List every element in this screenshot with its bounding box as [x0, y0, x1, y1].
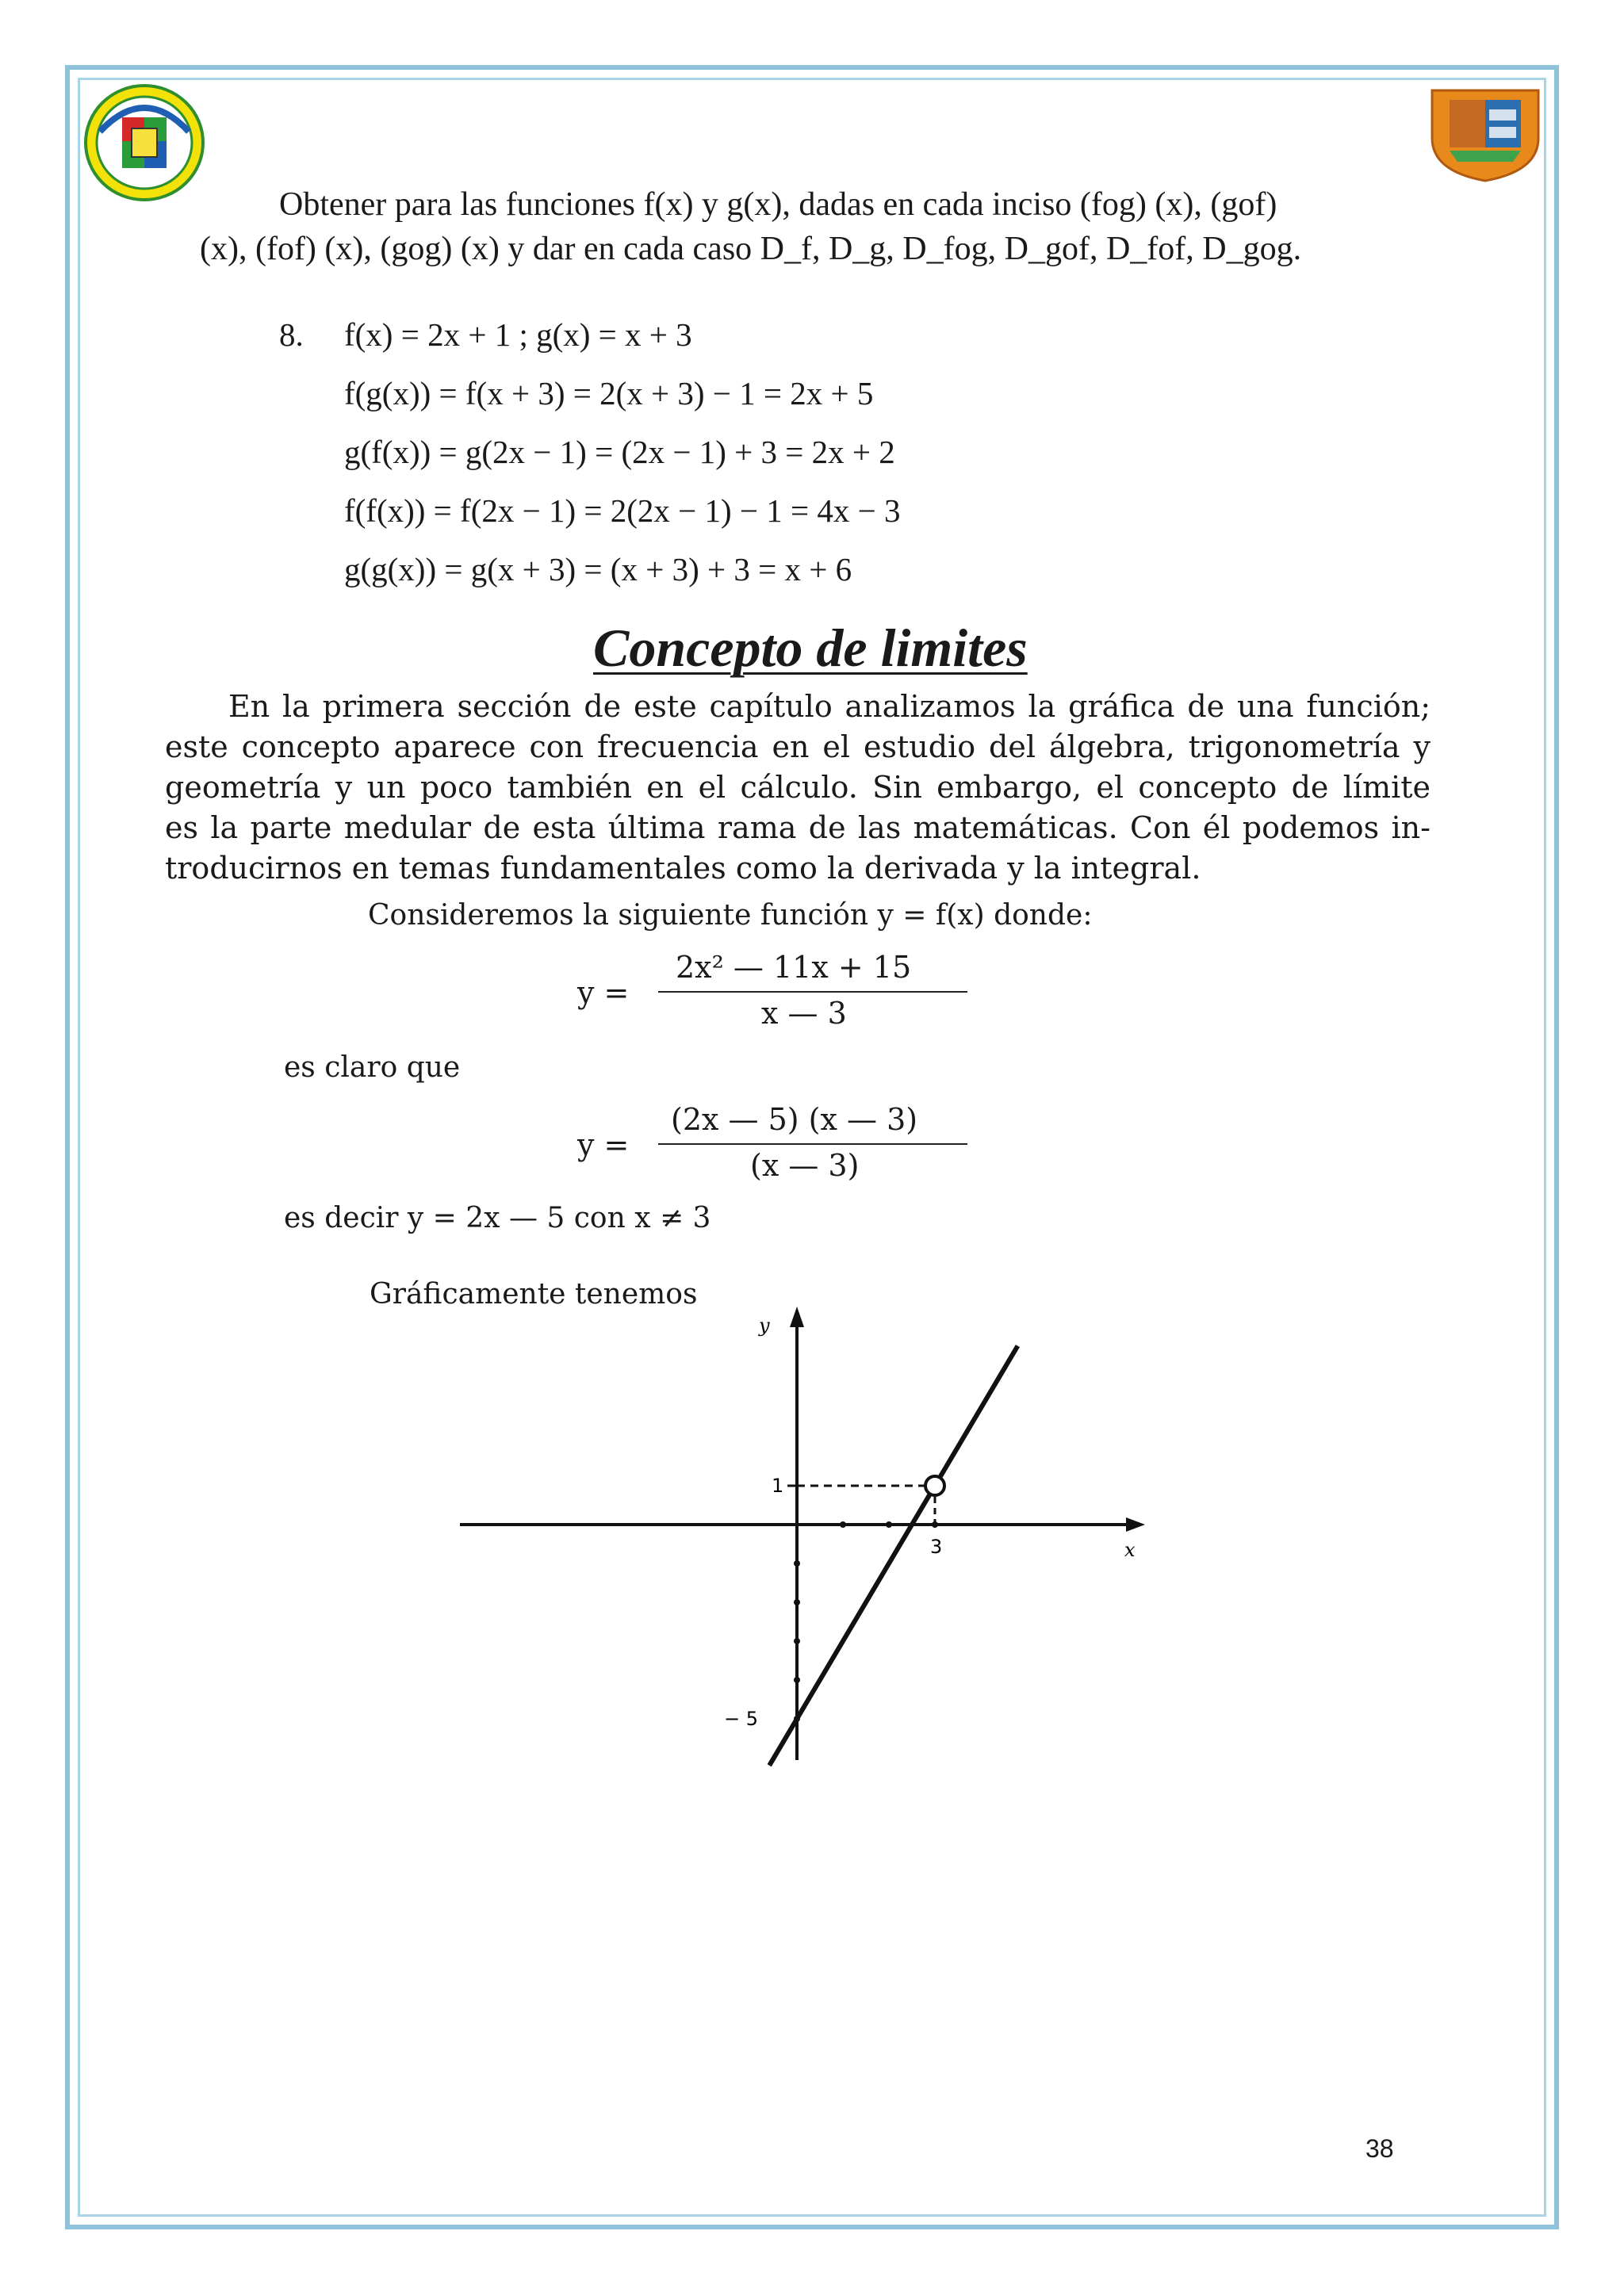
x-axis-arrow — [1126, 1517, 1145, 1532]
paragraph-line: es la parte medular de esta última rama de las matemáticas. Con él podemos in- — [165, 810, 1431, 845]
y-axis-label: y — [759, 1314, 770, 1337]
fraction-bar — [658, 1143, 967, 1145]
consider-line: Consideremos la siguiente función y = f(x) donde: — [368, 899, 1093, 932]
paragraph-line: troducirnos en temas fundamentales como la derivada y la integral. — [165, 851, 1201, 886]
fraction-bar — [658, 991, 967, 993]
fraction-denominator: (x — 3) — [750, 1148, 860, 1183]
section-title: Concepto de limites — [593, 618, 1028, 678]
university-seal-icon — [84, 84, 205, 201]
page-number: 38 — [1365, 2134, 1394, 2163]
tick-label: 3 — [930, 1536, 943, 1558]
equation-line: f(x) = 2x + 1 ; g(x) = x + 3 — [344, 316, 692, 353]
exercise-number: 8. — [279, 316, 304, 353]
y-axis-arrow — [790, 1307, 804, 1327]
x-tick — [886, 1521, 892, 1528]
fraction-1 — [571, 950, 967, 1037]
fraction-lhs: y = — [577, 1127, 630, 1162]
y-tick — [794, 1638, 800, 1644]
tick-label: − 5 — [724, 1708, 759, 1730]
es-claro-text: es claro que — [284, 1051, 461, 1084]
open-point — [925, 1476, 944, 1495]
fraction-lhs: y = — [577, 975, 630, 1010]
function-graph — [444, 1300, 1158, 1776]
fraction-numerator: 2x² — 11x + 15 — [676, 950, 912, 985]
axes — [460, 1307, 1145, 1760]
tick-label: 1 — [772, 1475, 784, 1497]
x-tick — [840, 1521, 846, 1528]
paragraph-line: geometría y un poco también en el cálculo. Sin embargo, el concepto de límite — [165, 770, 1431, 805]
es-decir-text: es decir y = 2x — 5 con x ≠ 3 — [284, 1202, 711, 1234]
graph-caption: Gráficamente tenemos — [370, 1278, 698, 1311]
intro-line-1: Obtener para las funciones f(x) y g(x), dadas en cada inciso (fog) (x), (gof) — [279, 186, 1277, 223]
fraction-numerator: (2x — 5) (x — 3) — [671, 1102, 918, 1137]
paragraph-line: este concepto aparece con frecuencia en el estudio del álgebra, trigonometría y — [165, 729, 1431, 764]
paragraph-line: En la primera sección de este capítulo analizamos la gráfica de una función; — [228, 689, 1431, 724]
y-tick — [794, 1677, 800, 1683]
function-line — [769, 1346, 1017, 1766]
fraction-2 — [571, 1102, 967, 1189]
graph-marks — [724, 1346, 1017, 1766]
equation-line: g(f(x)) = g(2x − 1) = (2x − 1) + 3 = 2x + 2 — [344, 434, 895, 470]
y-tick — [794, 1599, 800, 1605]
equation-line: f(g(x)) = f(x + 3) = 2(x + 3) − 1 = 2x + 5 — [344, 375, 874, 411]
equation-line: g(g(x)) = g(x + 3) = (x + 3) + 3 = x + 6 — [344, 551, 852, 587]
y-tick — [794, 1560, 800, 1567]
paragraph — [165, 687, 1431, 889]
faculty-shield-icon — [1426, 82, 1545, 184]
x-axis-label: x — [1124, 1539, 1136, 1561]
fraction-denominator: x — 3 — [761, 996, 847, 1031]
equation-line: f(f(x)) = f(2x − 1) = 2(2x − 1) − 1 = 4x − 3 — [344, 492, 901, 529]
intro-line-2: (x), (fof) (x), (gog) (x) y dar en cada caso D_f, D_g, D_fog, D_gof, D_fof, D_gog. — [200, 231, 1302, 267]
